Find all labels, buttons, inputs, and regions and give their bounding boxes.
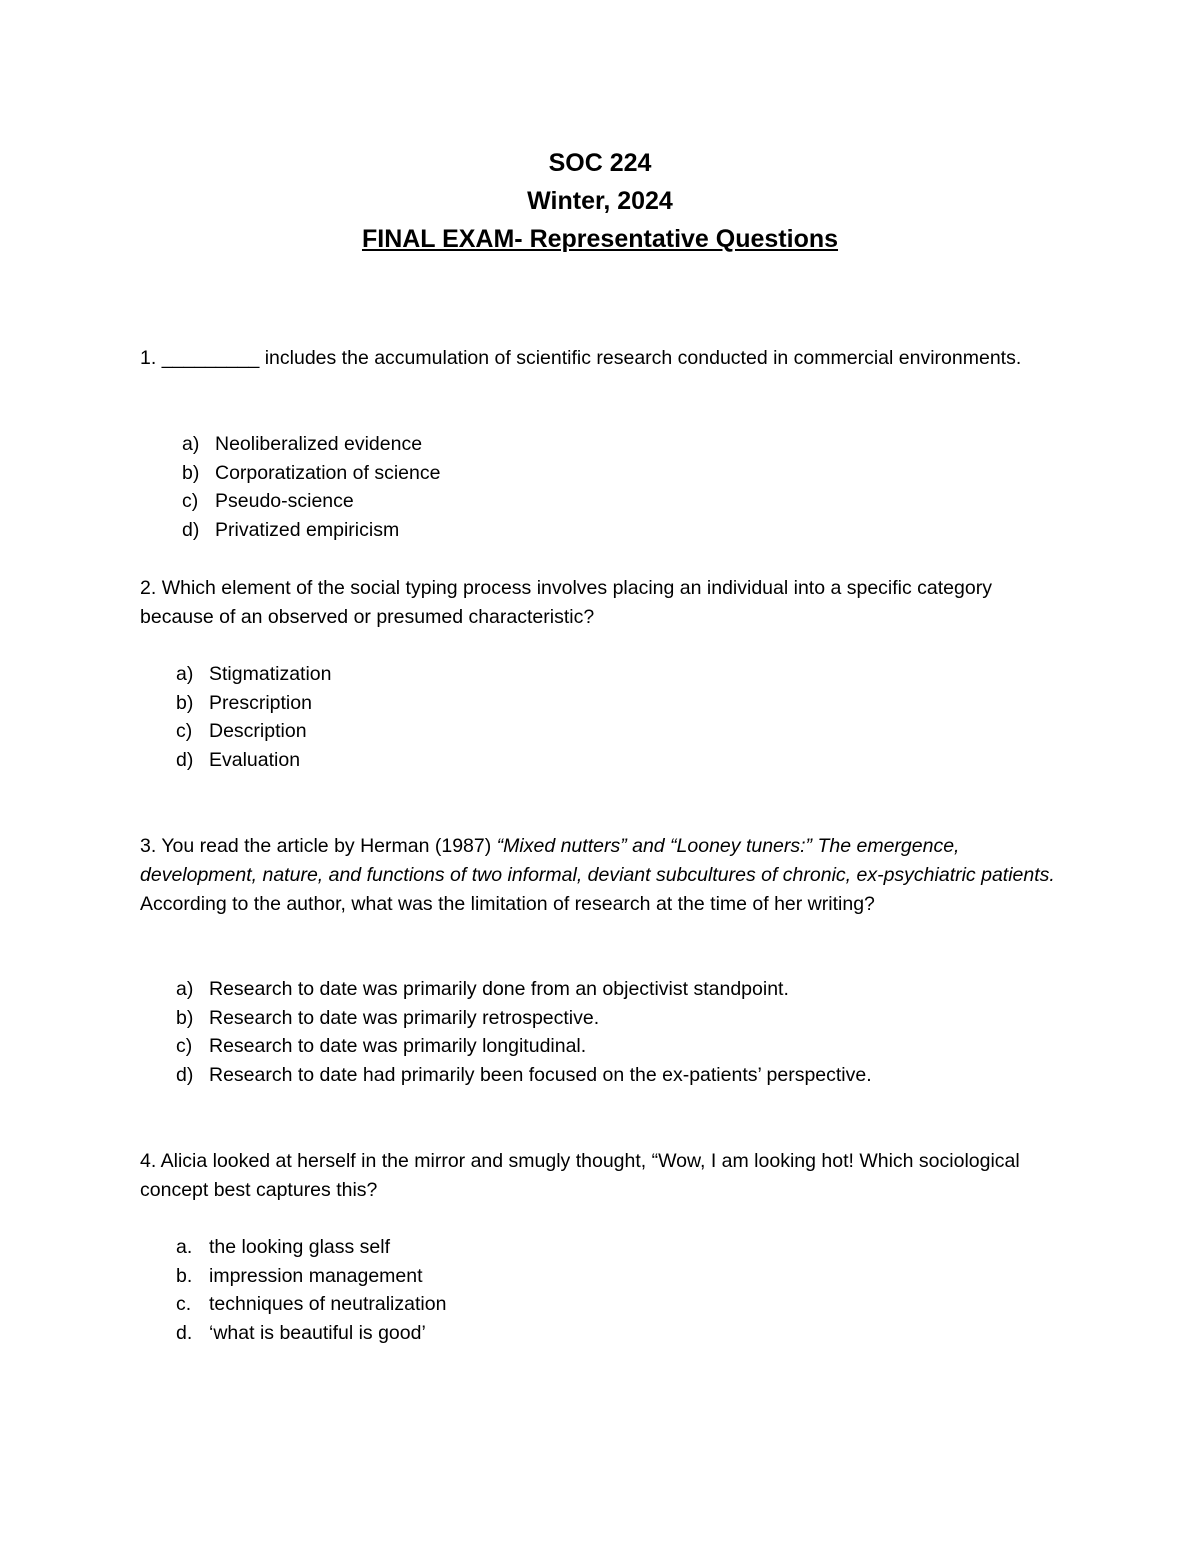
option-text: Corporatization of science	[215, 461, 441, 484]
option-letter: d.	[176, 1322, 193, 1345]
question-number: 1.	[140, 347, 157, 369]
question-2-options	[176, 660, 331, 775]
option-text: Privatized empiricism	[215, 519, 400, 542]
option-text: Neoliberalized evidence	[215, 433, 423, 455]
course-code: SOC 224	[548, 149, 652, 177]
option-letter: a.	[176, 1236, 193, 1258]
option-letter: c)	[176, 1035, 193, 1058]
option-text: Research to date was primarily done from an objectivist standpoint.	[209, 978, 789, 1000]
option-text: Description	[209, 720, 307, 743]
option-d	[176, 1319, 446, 1348]
option-c	[182, 487, 440, 516]
question-stem: Alicia looked at herself in the mirror and smugly thought, “Wow, I am looking hot! Which sociological concept best captures this?	[140, 1150, 1020, 1201]
option-d	[176, 746, 331, 775]
option-a	[176, 1233, 446, 1262]
question-1	[140, 344, 1060, 373]
option-letter: d)	[182, 519, 200, 542]
option-text: Prescription	[209, 691, 312, 714]
option-text: Research to date was primarily retrospective.	[209, 1006, 600, 1029]
option-letter: b)	[176, 1006, 194, 1029]
question-stem: includes the accumulation of scientific research conducted in commercial environments.	[264, 347, 1022, 369]
option-c	[176, 1032, 872, 1061]
answer-blank: _________	[161, 347, 260, 369]
question-1-options	[182, 430, 440, 545]
question-stem: Which element of the social typing process involves placing an individual into a specific category because of an observed or presumed characteristic?	[140, 577, 992, 628]
option-a	[176, 660, 331, 689]
option-c	[176, 1290, 446, 1319]
option-text: the looking glass self	[209, 1236, 391, 1258]
question-3	[140, 832, 1060, 919]
option-text: Research to date was primarily longitudinal.	[209, 1035, 587, 1058]
option-text: Stigmatization	[209, 663, 332, 685]
option-letter: b.	[176, 1264, 193, 1287]
exam-title: FINAL EXAM- Representative Questions	[361, 225, 839, 253]
option-text: impression management	[209, 1264, 423, 1287]
option-text: Pseudo-science	[215, 490, 354, 513]
option-text: Evaluation	[209, 749, 301, 772]
option-b	[176, 1004, 872, 1033]
question-number: 4.	[140, 1150, 157, 1172]
option-b	[176, 689, 331, 718]
option-text: techniques of neutralization	[209, 1293, 447, 1316]
question-4-options	[176, 1233, 446, 1348]
exam-header	[0, 144, 1200, 258]
option-letter: d)	[176, 1064, 194, 1087]
question-stem-rest: According to the author, what was the limitation of research at the time of her writing?	[140, 893, 875, 915]
option-text: ‘what is beautiful is good’	[209, 1322, 426, 1345]
option-letter: b)	[182, 461, 200, 484]
option-letter: c)	[182, 490, 199, 513]
term: Winter, 2024	[527, 187, 673, 215]
option-b	[176, 1262, 446, 1291]
option-letter: d)	[176, 749, 194, 772]
option-letter: a)	[176, 663, 194, 685]
question-number: 3.	[140, 835, 157, 857]
question-number: 2.	[140, 577, 157, 599]
question-stem-intro: You read the article by Herman (1987)	[161, 835, 492, 857]
option-text: Research to date had primarily been focused on the ex-patients’ perspective.	[209, 1064, 872, 1087]
option-b	[182, 459, 440, 488]
option-letter: b)	[176, 691, 194, 714]
option-letter: a)	[182, 433, 200, 455]
question-4	[140, 1147, 1060, 1205]
option-a	[176, 975, 872, 1004]
option-letter: c)	[176, 720, 193, 743]
option-d	[182, 516, 440, 545]
question-2	[140, 574, 1060, 632]
question-3-options	[176, 975, 872, 1090]
article-title: “Mixed nutters” and “Looney tuners:” The emergence, development, nature, and functions of two informal, deviant subcultures of chronic, ex-psychiatric patients.	[140, 835, 1055, 886]
option-a	[182, 430, 440, 459]
option-d	[176, 1061, 872, 1090]
option-c	[176, 717, 331, 746]
option-letter: a)	[176, 978, 194, 1000]
option-letter: c.	[176, 1293, 192, 1316]
